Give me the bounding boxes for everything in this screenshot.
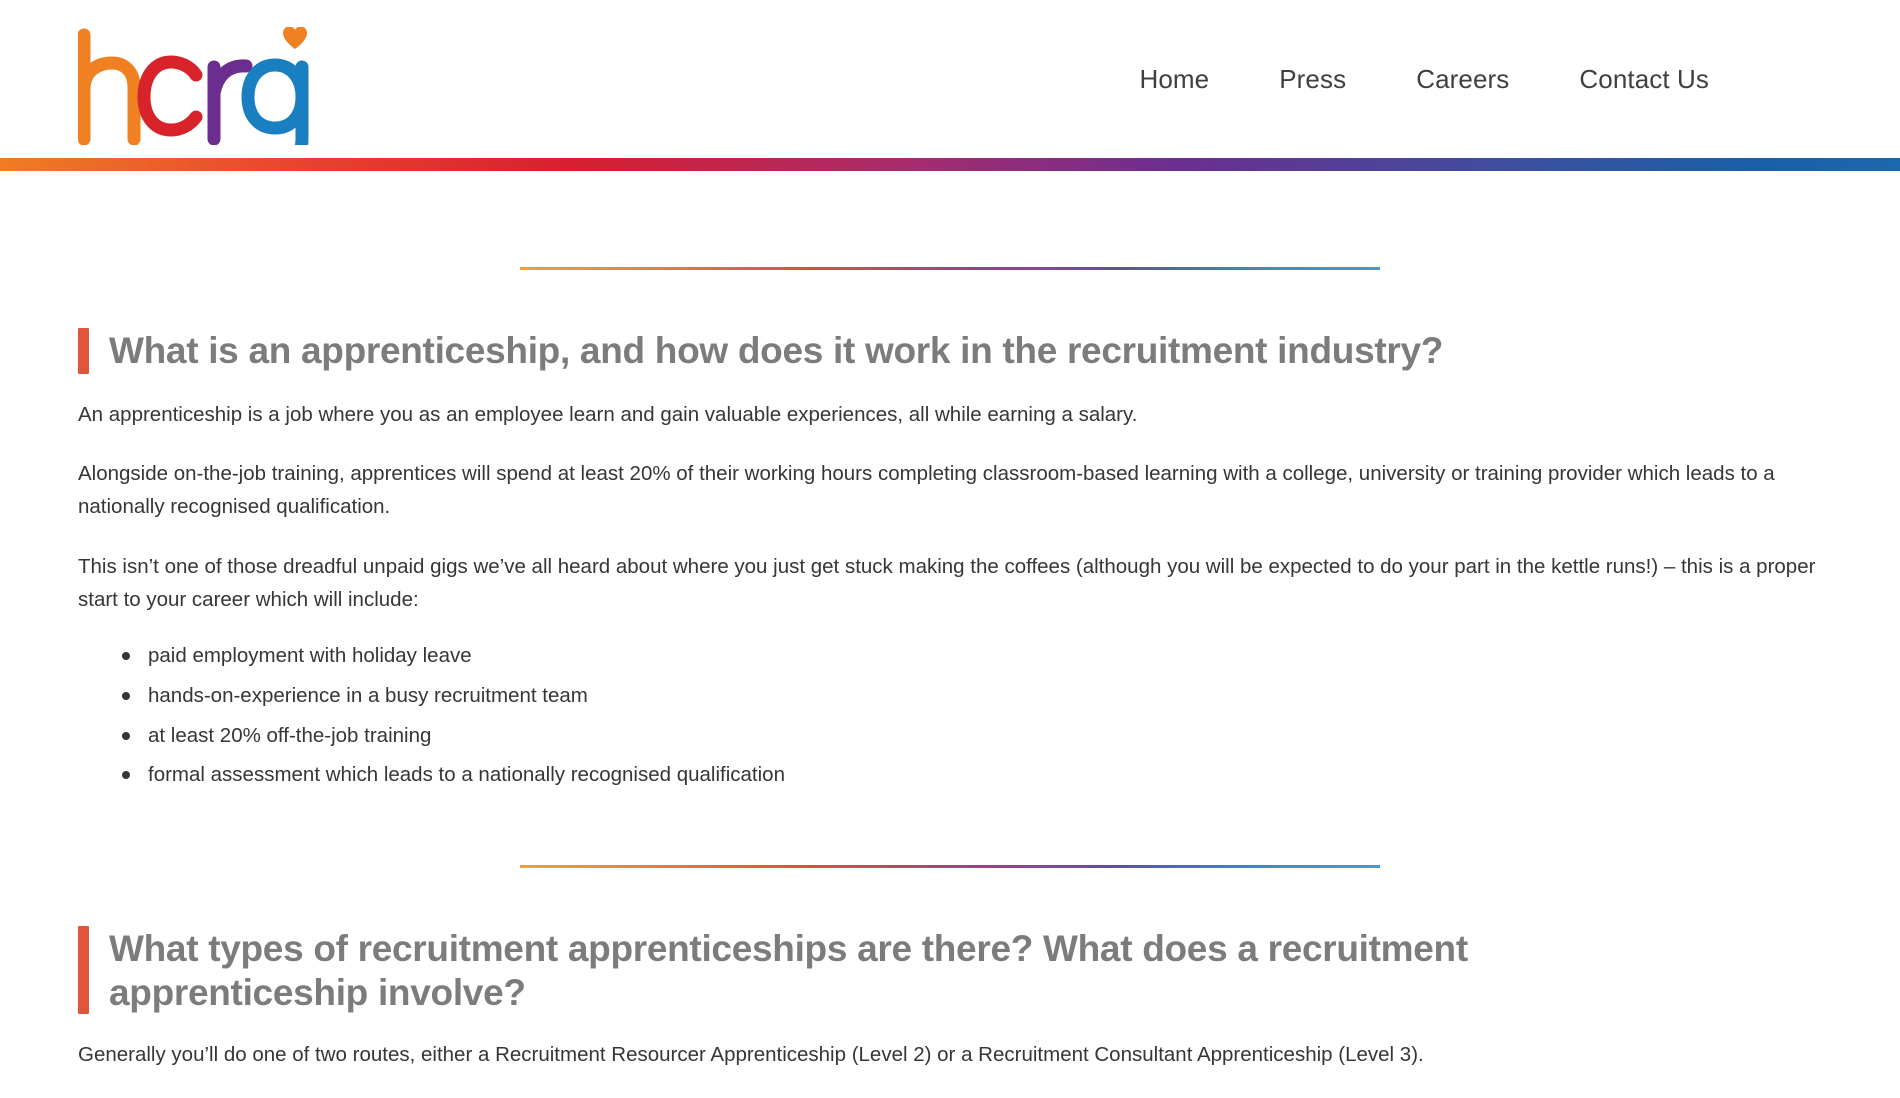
section-divider-top: [520, 267, 1380, 270]
heading-accent-bar: [78, 328, 89, 374]
faq-section-2: [78, 926, 1822, 1072]
section-2-paragraph-1: Generally you’ll do one of two routes, either a Recruitment Resourcer Apprenticeship (Level 2) or a Recruitment Consultant Apprenticeship (Level 3).: [78, 1043, 1424, 1067]
nav-item-careers[interactable]: Careers: [1416, 63, 1510, 94]
hcrg-logo-icon: [78, 27, 310, 145]
site-header: [0, 0, 1900, 158]
faq-section-1: [78, 328, 1822, 799]
list-item: hands-on-experience in a busy recruitment team: [134, 680, 1822, 720]
nav-item-press[interactable]: Press: [1279, 63, 1347, 94]
section-divider-middle: [520, 865, 1380, 868]
section-2-heading: [78, 926, 1822, 1014]
section-1-heading: [78, 328, 1822, 374]
list-item: paid employment with holiday leave: [134, 640, 1822, 680]
section-1-paragraph-1: An apprenticeship is a job where you as an employee learn and gain valuable experiences, all while earning a salary.: [78, 403, 1138, 426]
header-gradient-rule: [0, 158, 1900, 171]
section-1-paragraph-2: Alongside on-the-job training, apprentices will spend at least 20% of their working hours completing classroom-based learning with a college, university or training provider which leads to a nationally recognised qualification.: [78, 462, 1775, 519]
main-content: [0, 267, 1900, 1072]
section-1-paragraph-3: This isn’t one of those dreadful unpaid gigs we’ve all heard about where you just get stuck making the coffees (although you will be expected to do your part in the kettle runs!) – this is a proper start to your career which will include:: [78, 554, 1816, 611]
main-navigation: [1104, 54, 1844, 105]
nav-item-contact-us[interactable]: Contact Us: [1579, 63, 1709, 94]
nav-item-home[interactable]: Home: [1139, 63, 1210, 94]
section-1-heading-text: What is an apprenticeship, and how does it work in the recruitment industry?: [109, 330, 1444, 371]
hcrg-logo[interactable]: [78, 19, 310, 139]
section-1-bullet-list: [78, 640, 1822, 799]
list-item: at least 20% off-the-job training: [134, 720, 1822, 760]
list-item: formal assessment which leads to a nationally recognised qualification: [134, 759, 1822, 799]
section-2-heading-text: What types of recruitment apprenticeships are there? What does a recruitment apprenticeship involve?: [109, 928, 1468, 1013]
heading-accent-bar: [78, 926, 89, 1014]
